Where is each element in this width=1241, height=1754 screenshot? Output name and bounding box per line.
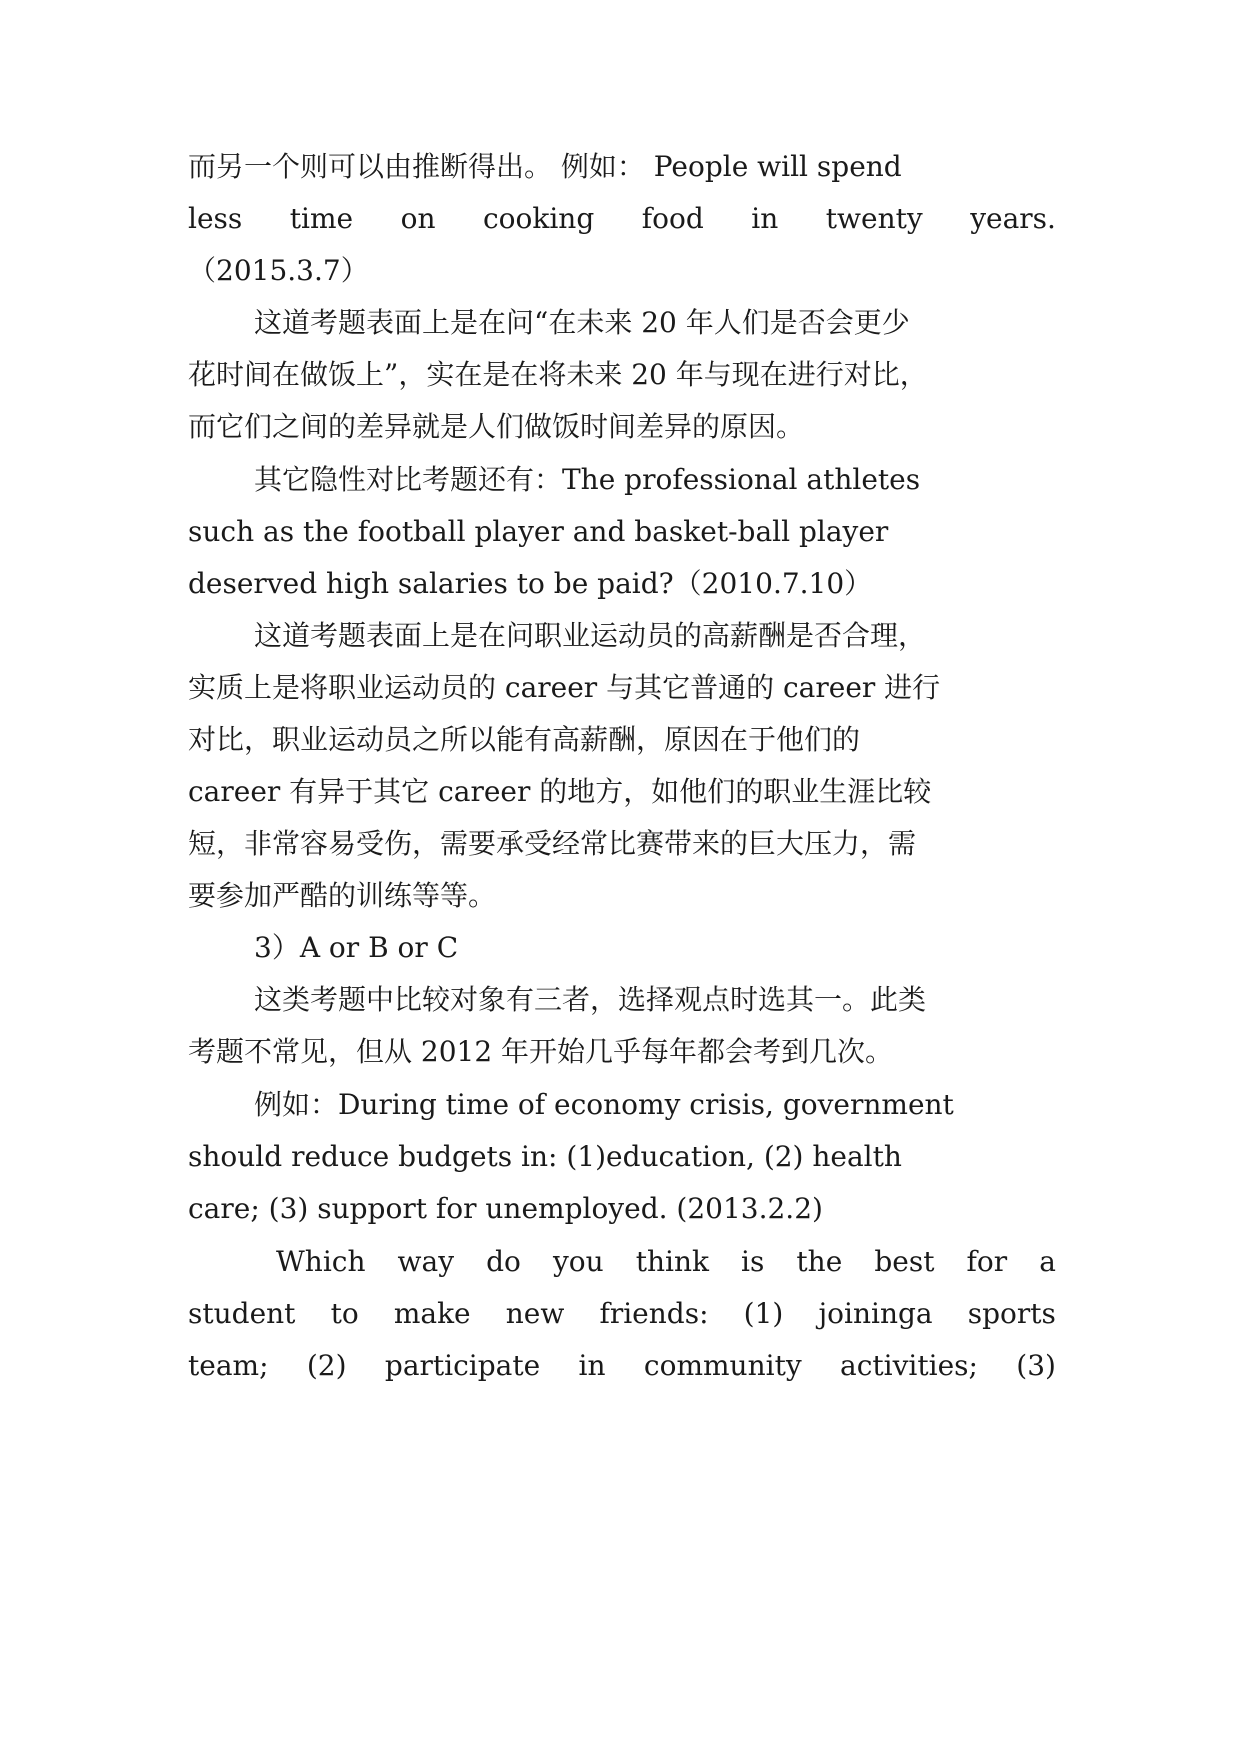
word: do bbox=[486, 1245, 521, 1278]
word: twenty bbox=[825, 202, 923, 235]
text-line-2 bbox=[188, 197, 1056, 241]
text-line-14: 短，非常容易受伤，需要承受经常比赛带来的巨大压力，需 bbox=[188, 827, 917, 860]
word: less bbox=[188, 202, 243, 235]
section-heading: 3）A or B or C bbox=[254, 931, 459, 964]
word: joininga bbox=[818, 1297, 933, 1330]
word: team; bbox=[188, 1349, 269, 1382]
text-line-12: 对比，职业运动员之所以能有高薪酬，原因在于他们的 bbox=[188, 723, 861, 756]
word: on bbox=[400, 202, 436, 235]
word: (1) bbox=[743, 1297, 784, 1330]
word: new bbox=[505, 1297, 565, 1330]
word: for bbox=[966, 1245, 1008, 1278]
text-line-22 bbox=[276, 1240, 1056, 1284]
text-line-10: 这道考题表面上是在问职业运动员的高薪酬是否合理， bbox=[254, 619, 927, 652]
word: (2) bbox=[306, 1349, 347, 1382]
word: is bbox=[741, 1245, 765, 1278]
text-line-17: 这类考题中比较对象有三者，选择观点时选其一。此类 bbox=[254, 983, 927, 1016]
word: you bbox=[552, 1245, 604, 1278]
word: best bbox=[874, 1245, 935, 1278]
text-line-7: 其它隐性对比考题还有：The professional athletes bbox=[254, 463, 921, 496]
text-line-23 bbox=[188, 1292, 1056, 1336]
text-line-3: （2015.3.7） bbox=[188, 254, 369, 287]
word: friends: bbox=[599, 1297, 709, 1330]
word: make bbox=[393, 1297, 471, 1330]
text-line-8: such as the football player and basket-ball player bbox=[188, 515, 889, 548]
text-line-20: should reduce budgets in: (1)education, (2) health bbox=[188, 1140, 902, 1173]
word: sports bbox=[967, 1297, 1056, 1330]
text-line-1 bbox=[188, 145, 1056, 189]
word: community bbox=[643, 1349, 802, 1382]
text-line-4: 这道考题表面上是在问“在未来 20 年人们是否会更少 bbox=[254, 306, 910, 339]
text-line-13: career 有异于其它 career 的地方，如他们的职业生涯比较 bbox=[188, 775, 932, 808]
word: a bbox=[1039, 1245, 1056, 1278]
text-line-5: 花时间在做饭上”，实在是在将未来 20 年与现在进行对比， bbox=[188, 358, 928, 391]
text-line-9: deserved high salaries to be paid?（2010.7.10） bbox=[188, 567, 873, 600]
word: the bbox=[796, 1245, 843, 1278]
text-line-21: care; (3) support for unemployed. (2013.2.2) bbox=[188, 1192, 823, 1225]
word: in bbox=[751, 202, 779, 235]
text-line-6: 而它们之间的差异就是人们做饭时间差异的原因。 bbox=[188, 410, 805, 443]
word: cooking bbox=[482, 202, 595, 235]
text: 而另一个则可以由推断得出。 例如： People will spend bbox=[188, 150, 902, 183]
word: activities; bbox=[840, 1349, 978, 1382]
word: participate bbox=[384, 1349, 541, 1382]
word: Which bbox=[276, 1245, 366, 1278]
word: (3) bbox=[1016, 1349, 1056, 1382]
word: to bbox=[330, 1297, 359, 1330]
text-line-18: 考题不常见，但从 2012 年开始几乎每年都会考到几次。 bbox=[188, 1035, 894, 1068]
text-line-11: 实质上是将职业运动员的 career 与其它普通的 career 进行 bbox=[188, 671, 941, 704]
word: way bbox=[397, 1245, 455, 1278]
text-line-24 bbox=[188, 1344, 1056, 1388]
word: think bbox=[635, 1245, 709, 1278]
word: in bbox=[578, 1349, 606, 1382]
text-line-19: 例如：During time of economy crisis, government bbox=[254, 1088, 954, 1121]
word: years. bbox=[970, 202, 1056, 235]
word: food bbox=[641, 202, 704, 235]
word: time bbox=[289, 202, 354, 235]
word: student bbox=[188, 1297, 296, 1330]
text-line-15: 要参加严酷的训练等等。 bbox=[188, 879, 497, 912]
